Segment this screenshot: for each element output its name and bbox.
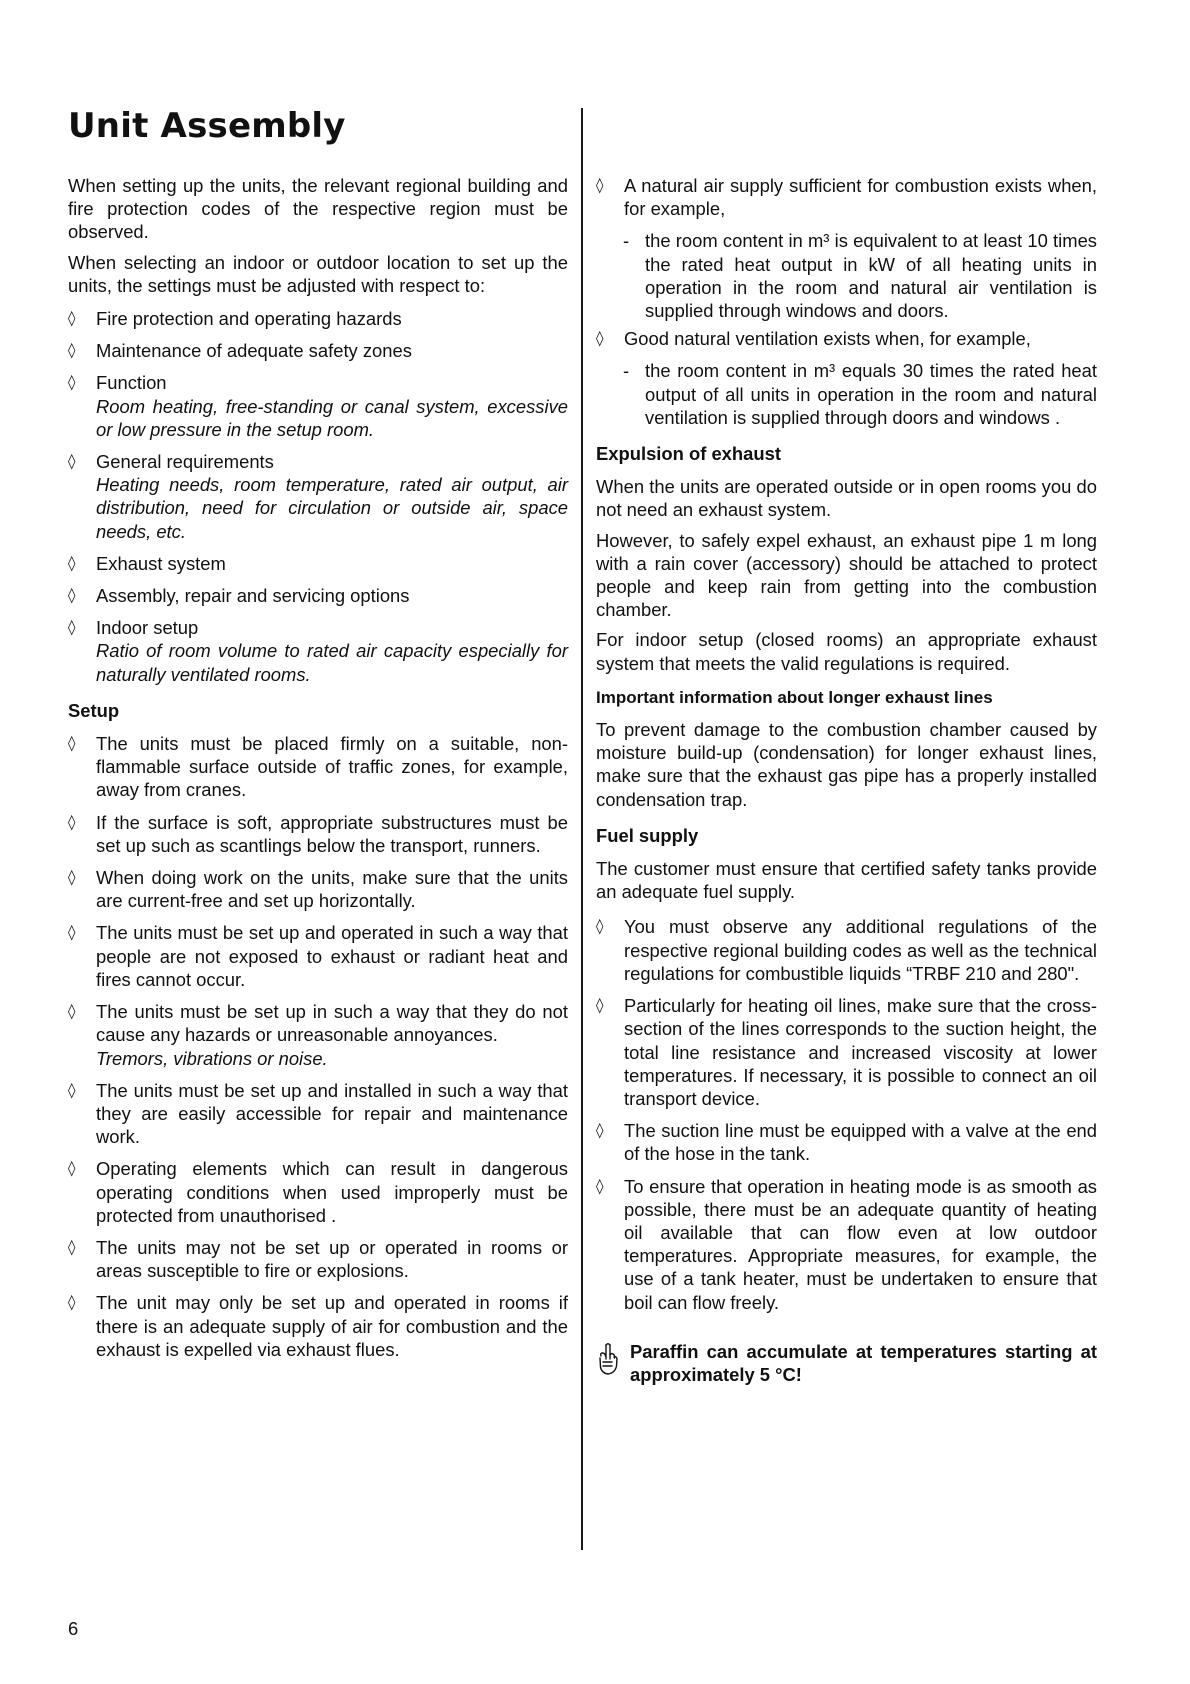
diamond-bullet-icon: ◊ xyxy=(68,1293,76,1312)
list-item xyxy=(68,811,568,857)
dash-bullet: - xyxy=(623,360,630,382)
list-item-text: The suction line must be equipped with a valve at the end of the hose in the tank. xyxy=(624,1120,1097,1165)
list-item xyxy=(596,994,1097,1110)
intro-paragraph: When selecting an indoor or outdoor location to set up the units, the settings must be adjusted with respect to: xyxy=(68,251,568,296)
list-item-detail: Tremors, vibrations or noise. xyxy=(96,1047,328,1069)
list-item-text: Maintenance of adequate safety zones xyxy=(96,340,412,362)
list-item xyxy=(68,1000,568,1070)
note-text: Paraffin can accumulate at temperatures starting at approximately 5 °C! xyxy=(630,1340,1097,1385)
list-item-text: You must observe any additional regulations of the respective regional building codes as well as the technical regulations for combustible liquids “TRBF 210 and 280". xyxy=(624,916,1097,984)
list-item-text: Good natural ventilation exists when, for example, xyxy=(624,328,1031,350)
list-item xyxy=(596,1175,1097,1314)
diamond-bullet-icon: ◊ xyxy=(68,1237,76,1256)
diamond-bullet-icon: ◊ xyxy=(68,586,76,605)
page-number: 6 xyxy=(68,1618,79,1639)
diamond-bullet-icon: ◊ xyxy=(68,734,76,753)
exhaust-paragraph: However, to safely expel exhaust, an exhaust pipe 1 m long with a rain cover (accessory) should be attached to protect people and keep rain from getting into the combustion chamber. xyxy=(596,529,1097,621)
list-item xyxy=(68,307,568,330)
list-item xyxy=(596,915,1097,985)
diamond-bullet-icon: ◊ xyxy=(68,1159,76,1178)
left-column xyxy=(68,174,568,1370)
air-supply-list xyxy=(596,174,1097,429)
diamond-bullet-icon: ◊ xyxy=(68,309,76,328)
fuel-list xyxy=(596,915,1097,1313)
list-item-text: A natural air supply sufficient for combustion exists when, for example, xyxy=(624,175,1097,220)
list-item xyxy=(68,1079,568,1149)
diamond-bullet-icon: ◊ xyxy=(596,176,604,194)
diamond-bullet-icon: ◊ xyxy=(596,329,604,348)
list-item-text: The units must be set up and installed in such a way that they are easily accessible for repair and maintenance work. xyxy=(96,1079,568,1148)
note-box xyxy=(596,1340,1097,1386)
intro-paragraph: When setting up the units, the relevant regional building and fire protection codes of the respective region must be observed. xyxy=(68,175,568,243)
diamond-bullet-icon: ◊ xyxy=(596,996,604,1015)
diamond-bullet-icon: ◊ xyxy=(68,618,76,637)
list-item xyxy=(596,327,1097,350)
list-item-detail: Room heating, free-standing or canal system, excessive or low pressure in the setup room. xyxy=(96,395,568,440)
list-item-text: Exhaust system xyxy=(96,552,226,574)
section-heading-fuel: Fuel supply xyxy=(596,824,699,846)
list-item xyxy=(596,1119,1097,1165)
exhaust-paragraph: For indoor setup (closed rooms) an appropriate exhaust system that meets the valid regulations is required. xyxy=(596,629,1097,674)
list-item-text: If the surface is soft, appropriate substructures must be set up such as scantlings below the transport, runners. xyxy=(96,811,568,856)
list-item-text: Particularly for heating oil lines, make sure that the cross-section of the lines corresponds to the suction height, the total line resistance and increased viscosity at lower temperatures. If necessary, it is possible to connect an oil transport device. xyxy=(624,995,1097,1109)
diamond-bullet-icon: ◊ xyxy=(68,341,76,360)
list-item xyxy=(68,921,568,991)
list-item-text: The units must be set up in such a way that they do not cause any hazards or unreasonable annoyances. xyxy=(96,1001,568,1046)
setup-list xyxy=(68,732,568,1361)
list-item-text: Assembly, repair and servicing options xyxy=(96,585,410,607)
list-item xyxy=(68,450,568,543)
fuel-paragraph: The customer must ensure that certified safety tanks provide an adequate fuel supply. xyxy=(596,858,1097,903)
list-item-text: General requirements xyxy=(96,451,274,473)
list-item-text: The units may not be set up or operated in rooms or areas susceptible to fire or explosions. xyxy=(96,1236,568,1282)
list-item xyxy=(68,1157,568,1227)
list-item-text: The units must be set up and operated in such a way that people are not exposed to exhaust or radiant heat and fires cannot occur. xyxy=(96,922,568,990)
list-item xyxy=(68,866,568,912)
page-title: Unit Assembly xyxy=(68,106,346,146)
right-column xyxy=(596,174,1097,1386)
list-item-text: The units must be placed firmly on a suitable, non-flammable surface outside of traffic zones, for example, away from cranes. xyxy=(96,733,568,801)
list-item xyxy=(596,174,1097,220)
section-heading-exhaust: Expulsion of exhaust xyxy=(596,443,781,465)
diamond-bullet-icon: ◊ xyxy=(68,923,76,942)
diamond-bullet-icon: ◊ xyxy=(596,917,604,936)
list-item-text: Function xyxy=(96,372,167,394)
list-item-detail: Ratio of room volume to rated air capacity especially for naturally ventilated rooms. xyxy=(96,640,568,685)
section-heading-setup: Setup xyxy=(68,699,120,721)
list-item xyxy=(68,732,568,802)
exhaust-paragraph: When the units are operated outside or in open rooms you do not need an exhaust system. xyxy=(596,476,1097,521)
list-item-text: The unit may only be set up and operated in rooms if there is an adequate supply of air for combustion and the exhaust is expelled via exhaust flues. xyxy=(96,1292,568,1360)
dash-bullet: - xyxy=(623,230,630,252)
pointing-hand-icon xyxy=(596,1342,620,1381)
diamond-bullet-icon: ◊ xyxy=(68,373,76,392)
list-item xyxy=(68,371,568,441)
sub-item-text: the room content in m³ equals 30 times the rated heat output of all units in operation in the room and natural ventilation is supplied through doors and windows . xyxy=(645,360,1097,428)
list-item xyxy=(68,339,568,362)
list-item-text: When doing work on the units, make sure that the units are current-free and set up horizontally. xyxy=(96,867,568,912)
list-item-text: Indoor setup xyxy=(96,617,199,639)
diamond-bullet-icon: ◊ xyxy=(68,1002,76,1021)
diamond-bullet-icon: ◊ xyxy=(68,553,76,572)
column-divider xyxy=(581,108,583,1550)
diamond-bullet-icon: ◊ xyxy=(68,1080,76,1099)
diamond-bullet-icon: ◊ xyxy=(596,1176,604,1195)
list-item-text: Fire protection and operating hazards xyxy=(96,308,402,330)
section-heading-exhaust-lines: Important information about longer exhaust lines xyxy=(596,687,993,707)
considerations-list xyxy=(68,307,568,686)
list-item xyxy=(68,1291,568,1361)
sub-item-text: the room content in m³ is equivalent to at least 10 times the rated heat output in kW of all heating units in operation in the room and natural air ventilation is supplied through windows and doors. xyxy=(645,230,1097,322)
list-item xyxy=(68,552,568,575)
list-item xyxy=(68,1236,568,1282)
sub-list-item xyxy=(596,229,1097,322)
list-item xyxy=(68,616,568,686)
diamond-bullet-icon: ◊ xyxy=(68,868,76,887)
list-item-text: Operating elements which can result in dangerous operating conditions when used improperly must be protected from unauthorised . xyxy=(96,1158,568,1226)
diamond-bullet-icon: ◊ xyxy=(596,1121,604,1140)
sub-list-item xyxy=(596,359,1097,429)
diamond-bullet-icon: ◊ xyxy=(68,452,76,471)
diamond-bullet-icon: ◊ xyxy=(68,812,76,831)
list-item-detail: Heating needs, room temperature, rated air output, air distribution, need for circulation or outside air, space needs, etc. xyxy=(96,474,568,542)
list-item-text: To ensure that operation in heating mode is as smooth as possible, there must be an adequate quantity of heating oil available that can flow even at low outdoor temperatures. Appropriate measures, for example, the use of a tank heater, must be undertaken to ensure that boil can flow freely. xyxy=(624,1175,1097,1313)
list-item xyxy=(68,584,568,607)
exhaust-lines-paragraph: To prevent damage to the combustion chamber caused by moisture build-up (condensation) for longer exhaust lines, make sure that the exhaust gas pipe has a properly installed condensation trap. xyxy=(596,719,1097,810)
